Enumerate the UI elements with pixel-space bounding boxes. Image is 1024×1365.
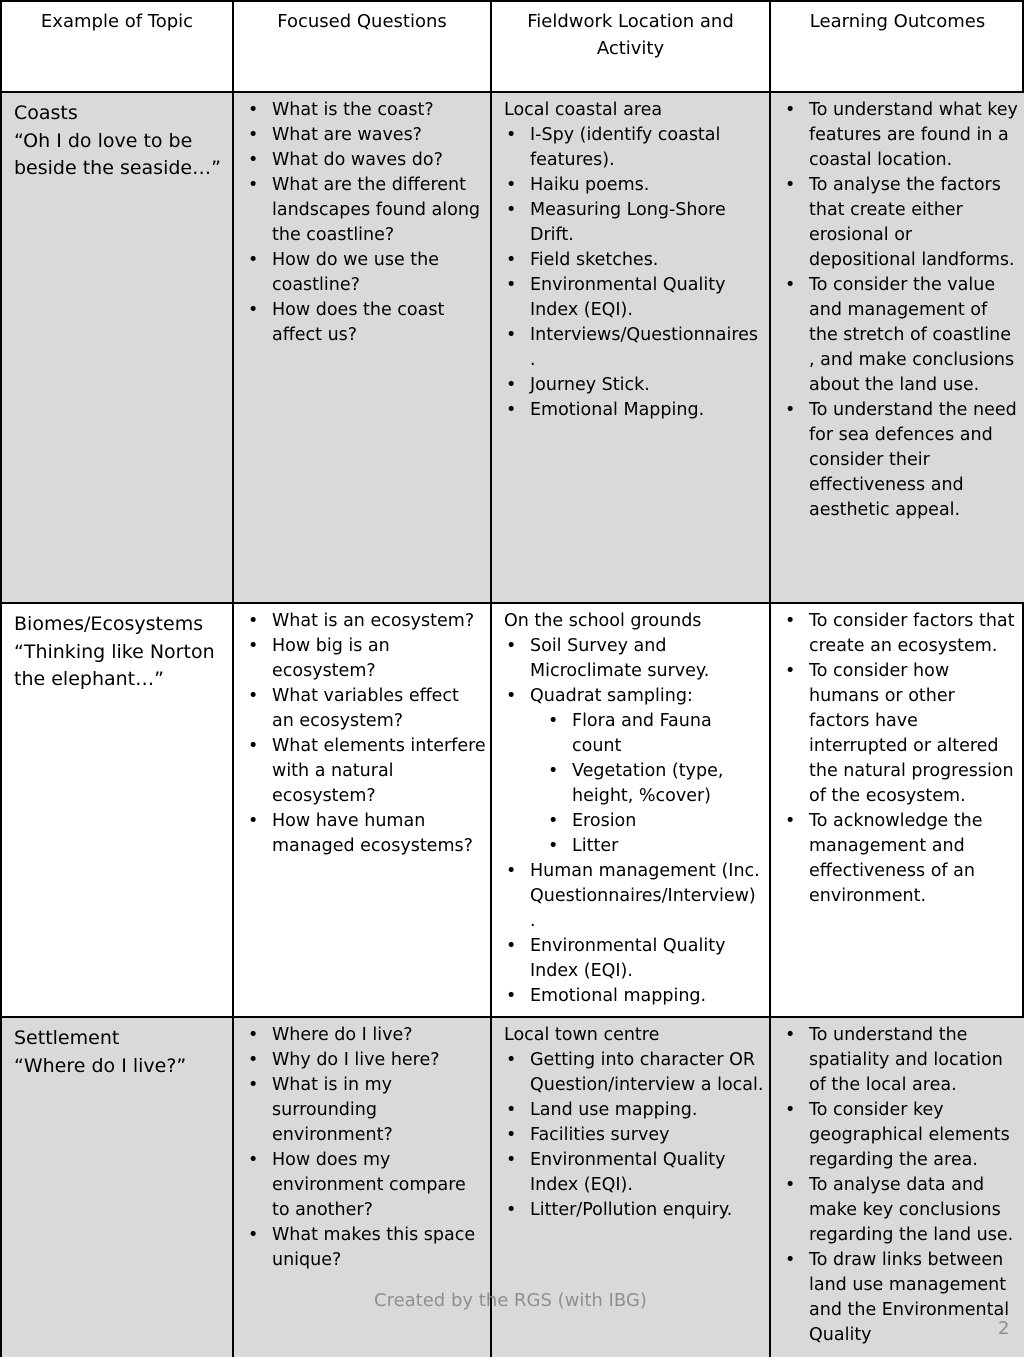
activity-item: • Land use mapping. [504,1098,765,1123]
page-number: 2 [998,1318,1010,1339]
question-item: • What are waves? [246,123,486,148]
question-item: • What elements interfere with a natural ecosystem? [246,734,486,809]
activity-item: • Haiku poems. [504,173,765,198]
sub-activity-item: • Litter [546,834,765,859]
fieldwork-cell [490,602,769,1016]
topic-title: Coasts [14,102,78,124]
activity-item: • Environmental Quality Index (EQI). [504,1148,765,1198]
outcome-item: • To understand what key features are found in a coastal location. [783,98,1020,173]
fieldwork-location: On the school grounds [504,611,702,631]
activity-item: • Measuring Long-Shore Drift. [504,198,765,248]
questions-cell [232,91,490,602]
outcomes-list [783,98,1020,523]
outcome-item: • To consider how humans or other factors have interrupted or altered the natural progression of the ecosystem. [783,659,1020,809]
topic-cell [0,602,232,1016]
outcome-item: • To draw links between land use management and the Environmental Quality [783,1248,1020,1348]
activity-item: • Facilities survey [504,1123,765,1148]
topic-quote: “Where do I live?” [14,1054,187,1077]
activities-list [504,1048,765,1223]
question-item: • What is an ecosystem? [246,609,486,634]
header-outcomes: Learning Outcomes [769,0,1024,91]
question-item: • What variables effect an ecosystem? [246,684,486,734]
question-item: • Why do I live here? [246,1048,486,1073]
activity-item: • Human management (Inc. Questionnaires/Interview) . [504,859,765,934]
question-item: • How have human managed ecosystems? [246,809,486,859]
activity-item: • Journey Stick. [504,373,765,398]
activity-item: • Interviews/Questionnaires . [504,323,765,373]
outcomes-list [783,1023,1020,1348]
activity-item: • Environmental Quality Index (EQI). [504,934,765,984]
header-questions: Focused Questions [232,0,490,91]
outcomes-list [783,609,1020,909]
outcome-item: • To consider key geographical elements regarding the area. [783,1098,1020,1173]
activity-item: • I-Spy (identify coastal features). [504,123,765,173]
fieldwork-location: Local town centre [504,1025,660,1045]
sub-activities-list [504,709,765,859]
footer-credit: Created by the RGS (with IBG) [374,1290,647,1311]
topic-title: Biomes/Ecosystems [14,613,204,635]
activity-item: • Litter/Pollution enquiry. [504,1198,765,1223]
activities-list [504,634,765,709]
outcome-item: • To analyse the factors that create either erosional or depositional landforms. [783,173,1020,273]
outcome-item: • To understand the spatiality and location of the local area. [783,1023,1020,1098]
outcome-item: • To acknowledge the management and effectiveness of an environment. [783,809,1020,909]
question-item: • Where do I live? [246,1023,486,1048]
activity-item: • Environmental Quality Index (EQI). [504,273,765,323]
question-item: • What do waves do? [246,148,486,173]
question-item: • What is in my surrounding environment? [246,1073,486,1148]
activity-item: • Emotional mapping. [504,984,765,1009]
topic-title: Settlement [14,1027,120,1049]
header-topic: Example of Topic [0,0,232,91]
questions-cell [232,602,490,1016]
questions-list [246,98,486,348]
activities-list [504,123,765,423]
activity-item: • Field sketches. [504,248,765,273]
sub-activity-item: • Vegetation (type, height, %cover) [546,759,765,809]
question-item: • What are the different landscapes found along the coastline? [246,173,486,248]
header-fieldwork: Fieldwork Location and Activity [490,0,769,91]
sub-activity-item: • Erosion [546,809,765,834]
question-item: • What makes this space unique? [246,1223,486,1273]
sub-activity-item: • Flora and Fauna count [546,709,765,759]
question-item: • How does the coast affect us? [246,298,486,348]
activities-list [504,859,765,1009]
outcome-item: • To analyse data and make key conclusions regarding the land use. [783,1173,1020,1248]
outcome-item: • To consider factors that create an ecosystem. [783,609,1020,659]
topic-cell [0,91,232,602]
questions-list [246,609,486,859]
topic-quote: “Thinking like Norton the elephant…” [14,640,215,690]
question-item: • How big is an ecosystem? [246,634,486,684]
activity-item: • Emotional Mapping. [504,398,765,423]
activity-item: • Soil Survey and Microclimate survey. [504,634,765,684]
topic-quote: “Oh I do love to be beside the seaside…” [14,129,221,179]
topic-cell [0,1016,232,1357]
outcome-item: • To consider the value and management of the stretch of coastline , and make conclusions about the land use. [783,273,1020,398]
outcomes-cell [769,602,1024,1016]
fieldwork-location: Local coastal area [504,100,663,120]
question-item: • How do we use the coastline? [246,248,486,298]
question-item: • How does my environment compare to another? [246,1148,486,1223]
outcomes-cell [769,91,1024,602]
question-item: • What is the coast? [246,98,486,123]
activity-item: • Quadrat sampling: [504,684,765,709]
fieldwork-cell [490,91,769,602]
activity-item: • Getting into character OR Question/interview a local. [504,1048,765,1098]
outcomes-cell [769,1016,1024,1357]
outcome-item: • To understand the need for sea defences and consider their effectiveness and aesthetic appeal. [783,398,1020,523]
questions-list [246,1023,486,1273]
